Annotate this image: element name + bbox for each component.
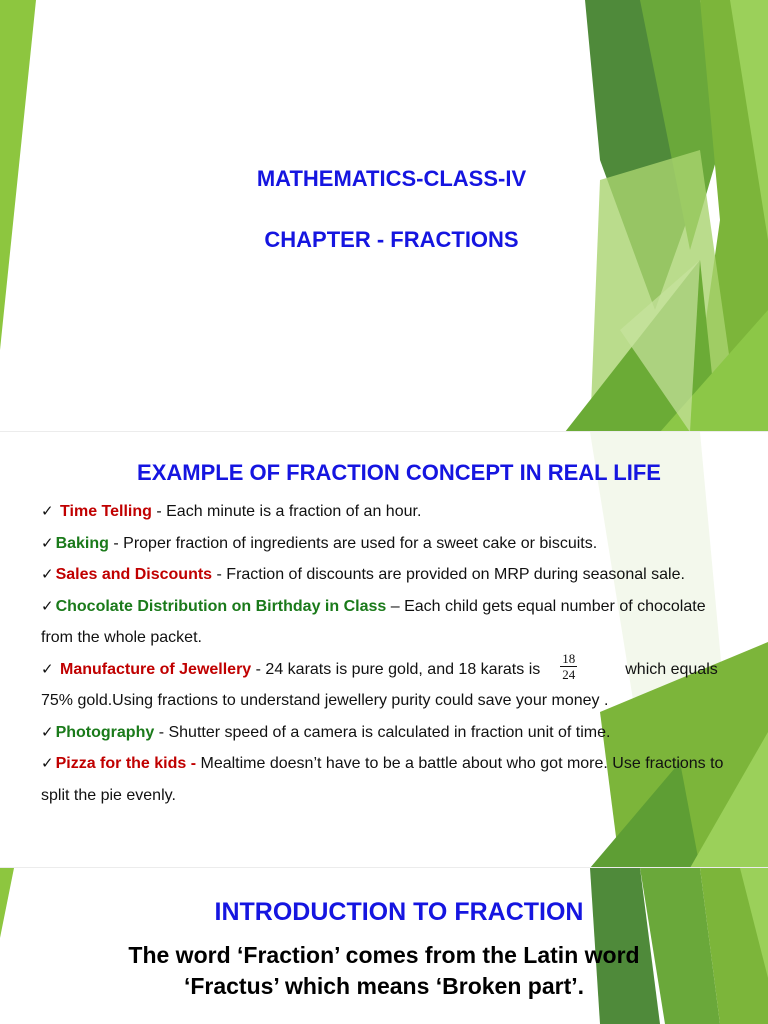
item-keyword: Photography (55, 723, 155, 741)
checkmark-icon: ✓ (41, 597, 54, 615)
list-item (41, 748, 731, 811)
fraction (560, 651, 577, 682)
item-text: - 24 karats is pure gold, and 18 karats is (251, 660, 541, 678)
list-item (41, 528, 731, 560)
list-item (41, 717, 731, 749)
item-keyword: Time Telling (60, 503, 152, 520)
checkmark-icon: ✓ (41, 534, 54, 552)
fraction-numerator: 18 (562, 650, 576, 666)
item-text: - Shutter speed of a camera is calculated in fraction unit of time. (154, 723, 611, 741)
list-item (41, 591, 731, 654)
title-slide (0, 0, 768, 432)
slide-title: MATHEMATICS-CLASS-IV (256, 166, 527, 191)
intro-text-line-2: ‘Fractus’ which means ‘Broken part’. (183, 973, 585, 999)
item-text: Mealtime doesn’t have to be a battle about who got more. Use fractions to split the pie evenly. (41, 755, 724, 804)
slide-heading: INTRODUCTION TO FRACTION (214, 898, 584, 926)
item-text: - Fraction of discounts are provided on MRP during seasonal sale. (212, 566, 685, 583)
checkmark-icon: ✓ (41, 723, 54, 741)
item-keyword: Chocolate Distribution on Birthday in Class (55, 597, 387, 615)
examples-slide (0, 432, 768, 868)
checkmark-icon: ✓ (41, 755, 54, 772)
list-item (41, 496, 731, 528)
item-keyword: Sales and Discounts (55, 566, 213, 583)
green-leaf-decoration (0, 0, 768, 432)
checkmark-icon: ✓ (41, 503, 54, 520)
list-item (41, 559, 731, 591)
item-text: – Each child gets equal number of chocolate from the whole packet. (41, 597, 706, 646)
list-item (41, 650, 731, 717)
intro-text (0, 940, 768, 1002)
item-keyword: Baking (55, 534, 109, 552)
fraction-denominator: 24 (562, 666, 576, 682)
item-keyword: Pizza for the kids - (55, 755, 197, 772)
examples-list (41, 496, 731, 811)
intro-text-line-1: The word ‘Fraction’ comes from the Latin word (128, 942, 640, 968)
slide-heading: EXAMPLE OF FRACTION CONCEPT IN REAL LIFE (137, 460, 661, 485)
checkmark-icon: ✓ (41, 566, 54, 583)
item-text: which equals 75% gold.Using fractions to understand jewellery purity could save your money . (41, 660, 718, 709)
checkmark-icon: ✓ (41, 660, 54, 678)
chapter-subtitle: CHAPTER - FRACTIONS (264, 227, 519, 252)
item-text: - Each minute is a fraction of an hour. (151, 503, 422, 520)
item-keyword: Manufacture of Jewellery (60, 660, 252, 678)
introduction-slide (0, 868, 768, 1024)
item-text: - Proper fraction of ingredients are used for a sweet cake or biscuits. (108, 534, 598, 552)
